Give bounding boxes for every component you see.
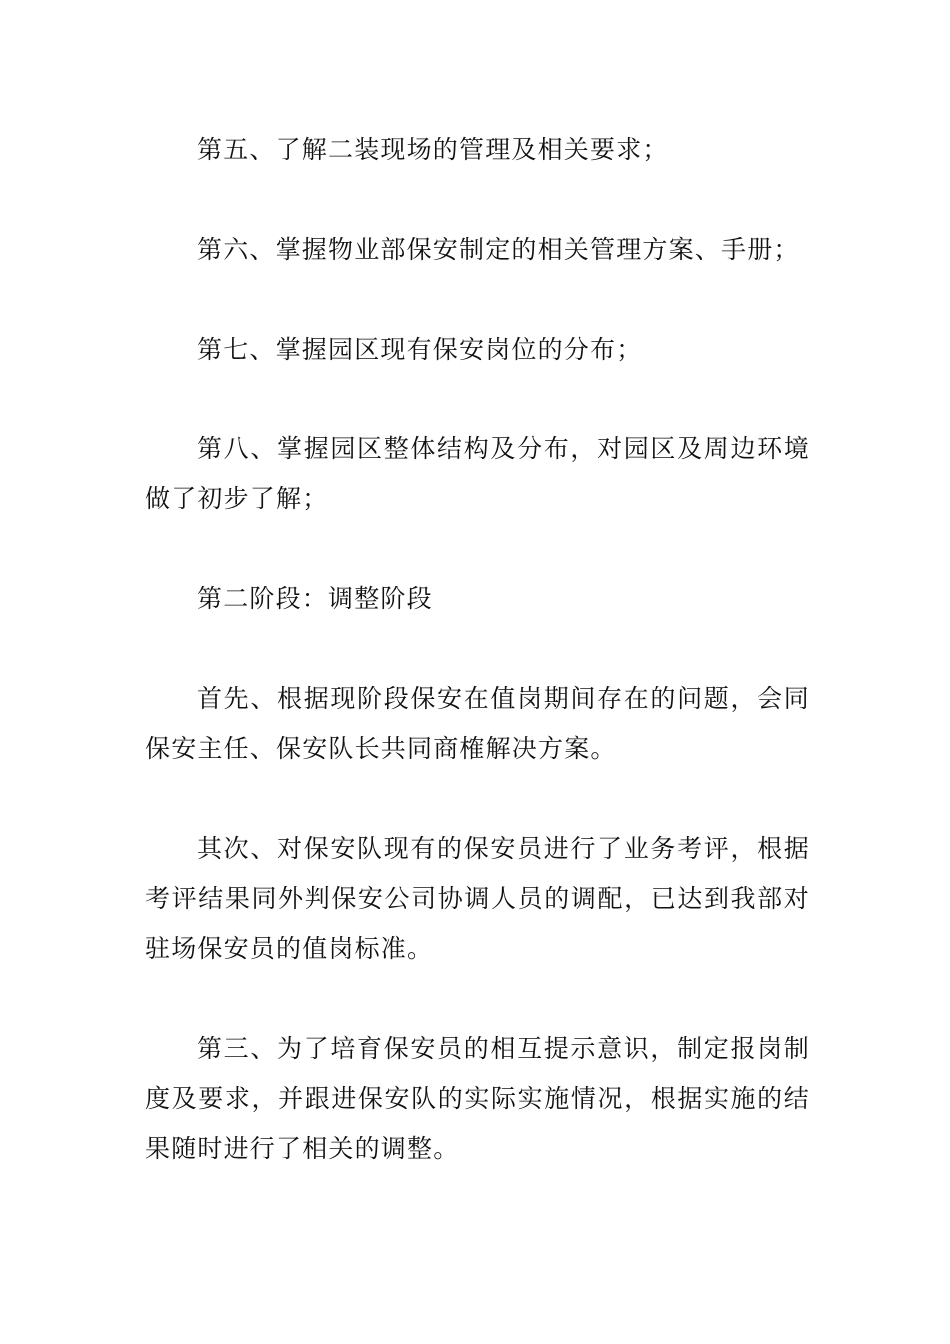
paragraph-second: 其次、对保安队现有的保安员进行了业务考评，根据考评结果同外判保安公司协调人员的调配，已达到我部对驻场保安员的值岗标准。 [145,834,810,963]
section-heading-stage-two: 第二阶段：调整阶段 [197,584,433,613]
paragraph-third: 第三、为了培育保安员的相互提示意识，制定报岗制度及要求，并跟进保安队的实际实施情况，根据实施的结果随时进行了相关的调整。 [145,1034,810,1163]
paragraph-first: 首先、根据现阶段保安在值岗期间存在的问题，会同保安主任、保安队长共同商榷解决方案。 [145,684,810,763]
paragraph-6: 第六、掌握物业部保安制定的相关管理方案、手册； [197,235,800,264]
paragraph-7: 第七、掌握园区现有保安岗位的分布； [197,335,643,364]
paragraph-8: 第八、掌握园区整体结构及分布，对园区及周边环境做了初步了解； [145,434,810,513]
paragraph-5: 第五、了解二装现场的管理及相关要求； [197,135,669,164]
